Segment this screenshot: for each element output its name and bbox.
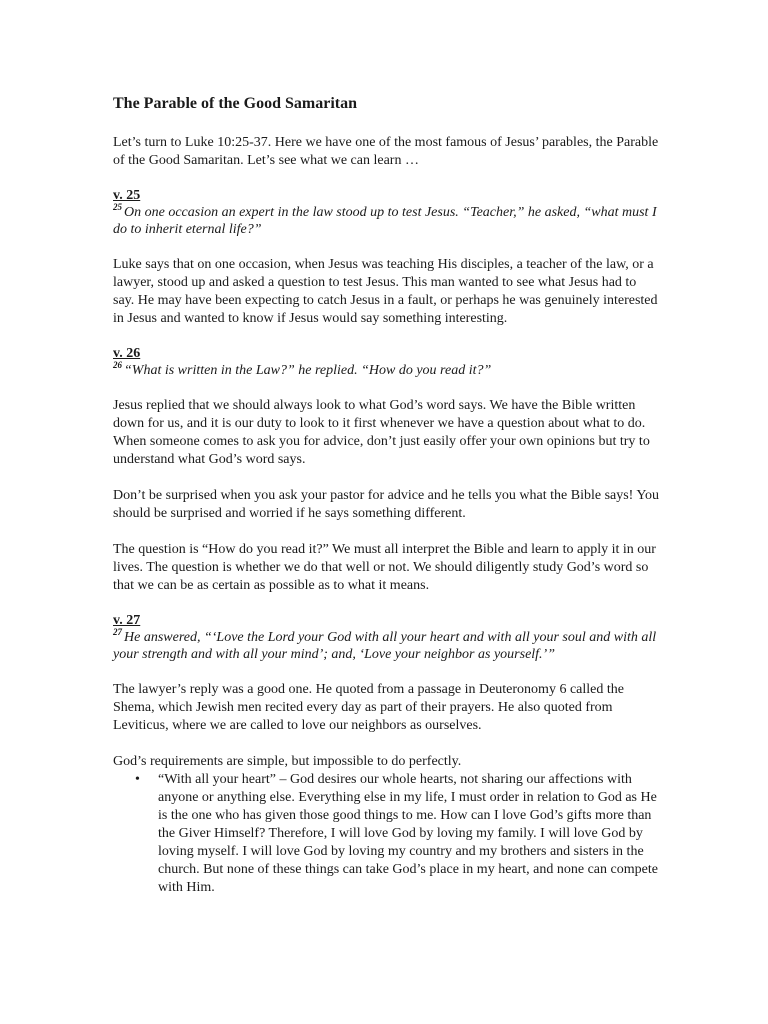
verse-heading: v. 25	[113, 188, 141, 203]
verse-number: 26	[113, 360, 122, 371]
document-title: The Parable of the Good Samaritan	[113, 95, 357, 112]
verse-text: He answered, “‘Love the Lord your God with all your heart and with all your soul and with all your strength and with all your mind’; and, ‘Love your neighbor as yourself.’”	[113, 630, 657, 662]
verse-quote	[113, 629, 661, 663]
commentary-paragraph: Don’t be surprised when you ask your pastor for advice and he tells you what the Bible says! You should be surprised and worried if he says something different.	[113, 488, 660, 521]
commentary-paragraph: The lawyer’s reply was a good one. He quoted from a passage in Deuteronomy 6 called the Shema, which Jewish men recited every day as part of their prayers. He also quoted from Leviticus, where we are called to love our neighbors as ourselves.	[113, 682, 624, 733]
section-v27	[113, 613, 661, 735]
requirements-intro: God’s requirements are simple, but impossible to do perfectly.	[113, 754, 462, 769]
verse-number: 27	[113, 627, 122, 638]
section-v26	[113, 346, 661, 595]
requirements-list	[113, 771, 661, 897]
document-page	[113, 94, 661, 897]
verse-text: “What is written in the Law?” he replied. “How do you read it?”	[124, 363, 492, 378]
verse-number: 25	[113, 202, 122, 213]
verse-heading: v. 27	[113, 613, 141, 628]
verse-text: On one occasion an expert in the law stood up to test Jesus. “Teacher,” he asked, “what must I do to inherit eternal life?”	[113, 205, 657, 237]
verse-quote	[113, 204, 661, 238]
commentary-paragraph: Luke says that on one occasion, when Jesus was teaching His disciples, a teacher of the law, or a lawyer, stood up and asked a question to test Jesus. This man wanted to see what Jesus had to say. He may have been expecting to catch Jesus in a fault, or perhaps he was genuinely interested in Jesus and wanted to know if Jesus would say something interesting.	[113, 257, 658, 326]
commentary-paragraph: The question is “How do you read it?” We must all interpret the Bible and learn to apply it in our lives. The question is whether we do that well or not. We should diligently study God’s word so that we can be as certain as possible as to what it means.	[113, 542, 656, 593]
section-v25	[113, 188, 661, 328]
commentary-paragraph: Jesus replied that we should always look to what God’s word says. We have the Bible written down for us, and it is our duty to look to it first whenever we have a question about what to do. When someone comes to ask you for advice, don’t just easily offer your own opinions but try to understand what God’s word says.	[113, 398, 650, 467]
verse-quote	[113, 362, 661, 379]
bullet-icon: •	[135, 772, 140, 787]
intro-paragraph: Let’s turn to Luke 10:25-37. Here we have one of the most famous of Jesus’ parables, the Parable of the Good Samaritan. Let’s see what we can learn …	[113, 135, 659, 168]
list-item	[113, 771, 661, 897]
verse-heading: v. 26	[113, 346, 141, 361]
list-item-text: “With all your heart” – God desires our whole hearts, not sharing our affections with anyone or anything else. Everything else in my life, I must order in relation to God as He is the one who has given those good things to me. How can I love God’s gifts more than the Giver Himself? Therefore, I will love God by loving my family. I will love God by loving myself. I will love God by loving my country and my brothers and sisters in the church. But none of these things can take God’s place in my heart, and none can compete with Him.	[158, 772, 658, 895]
